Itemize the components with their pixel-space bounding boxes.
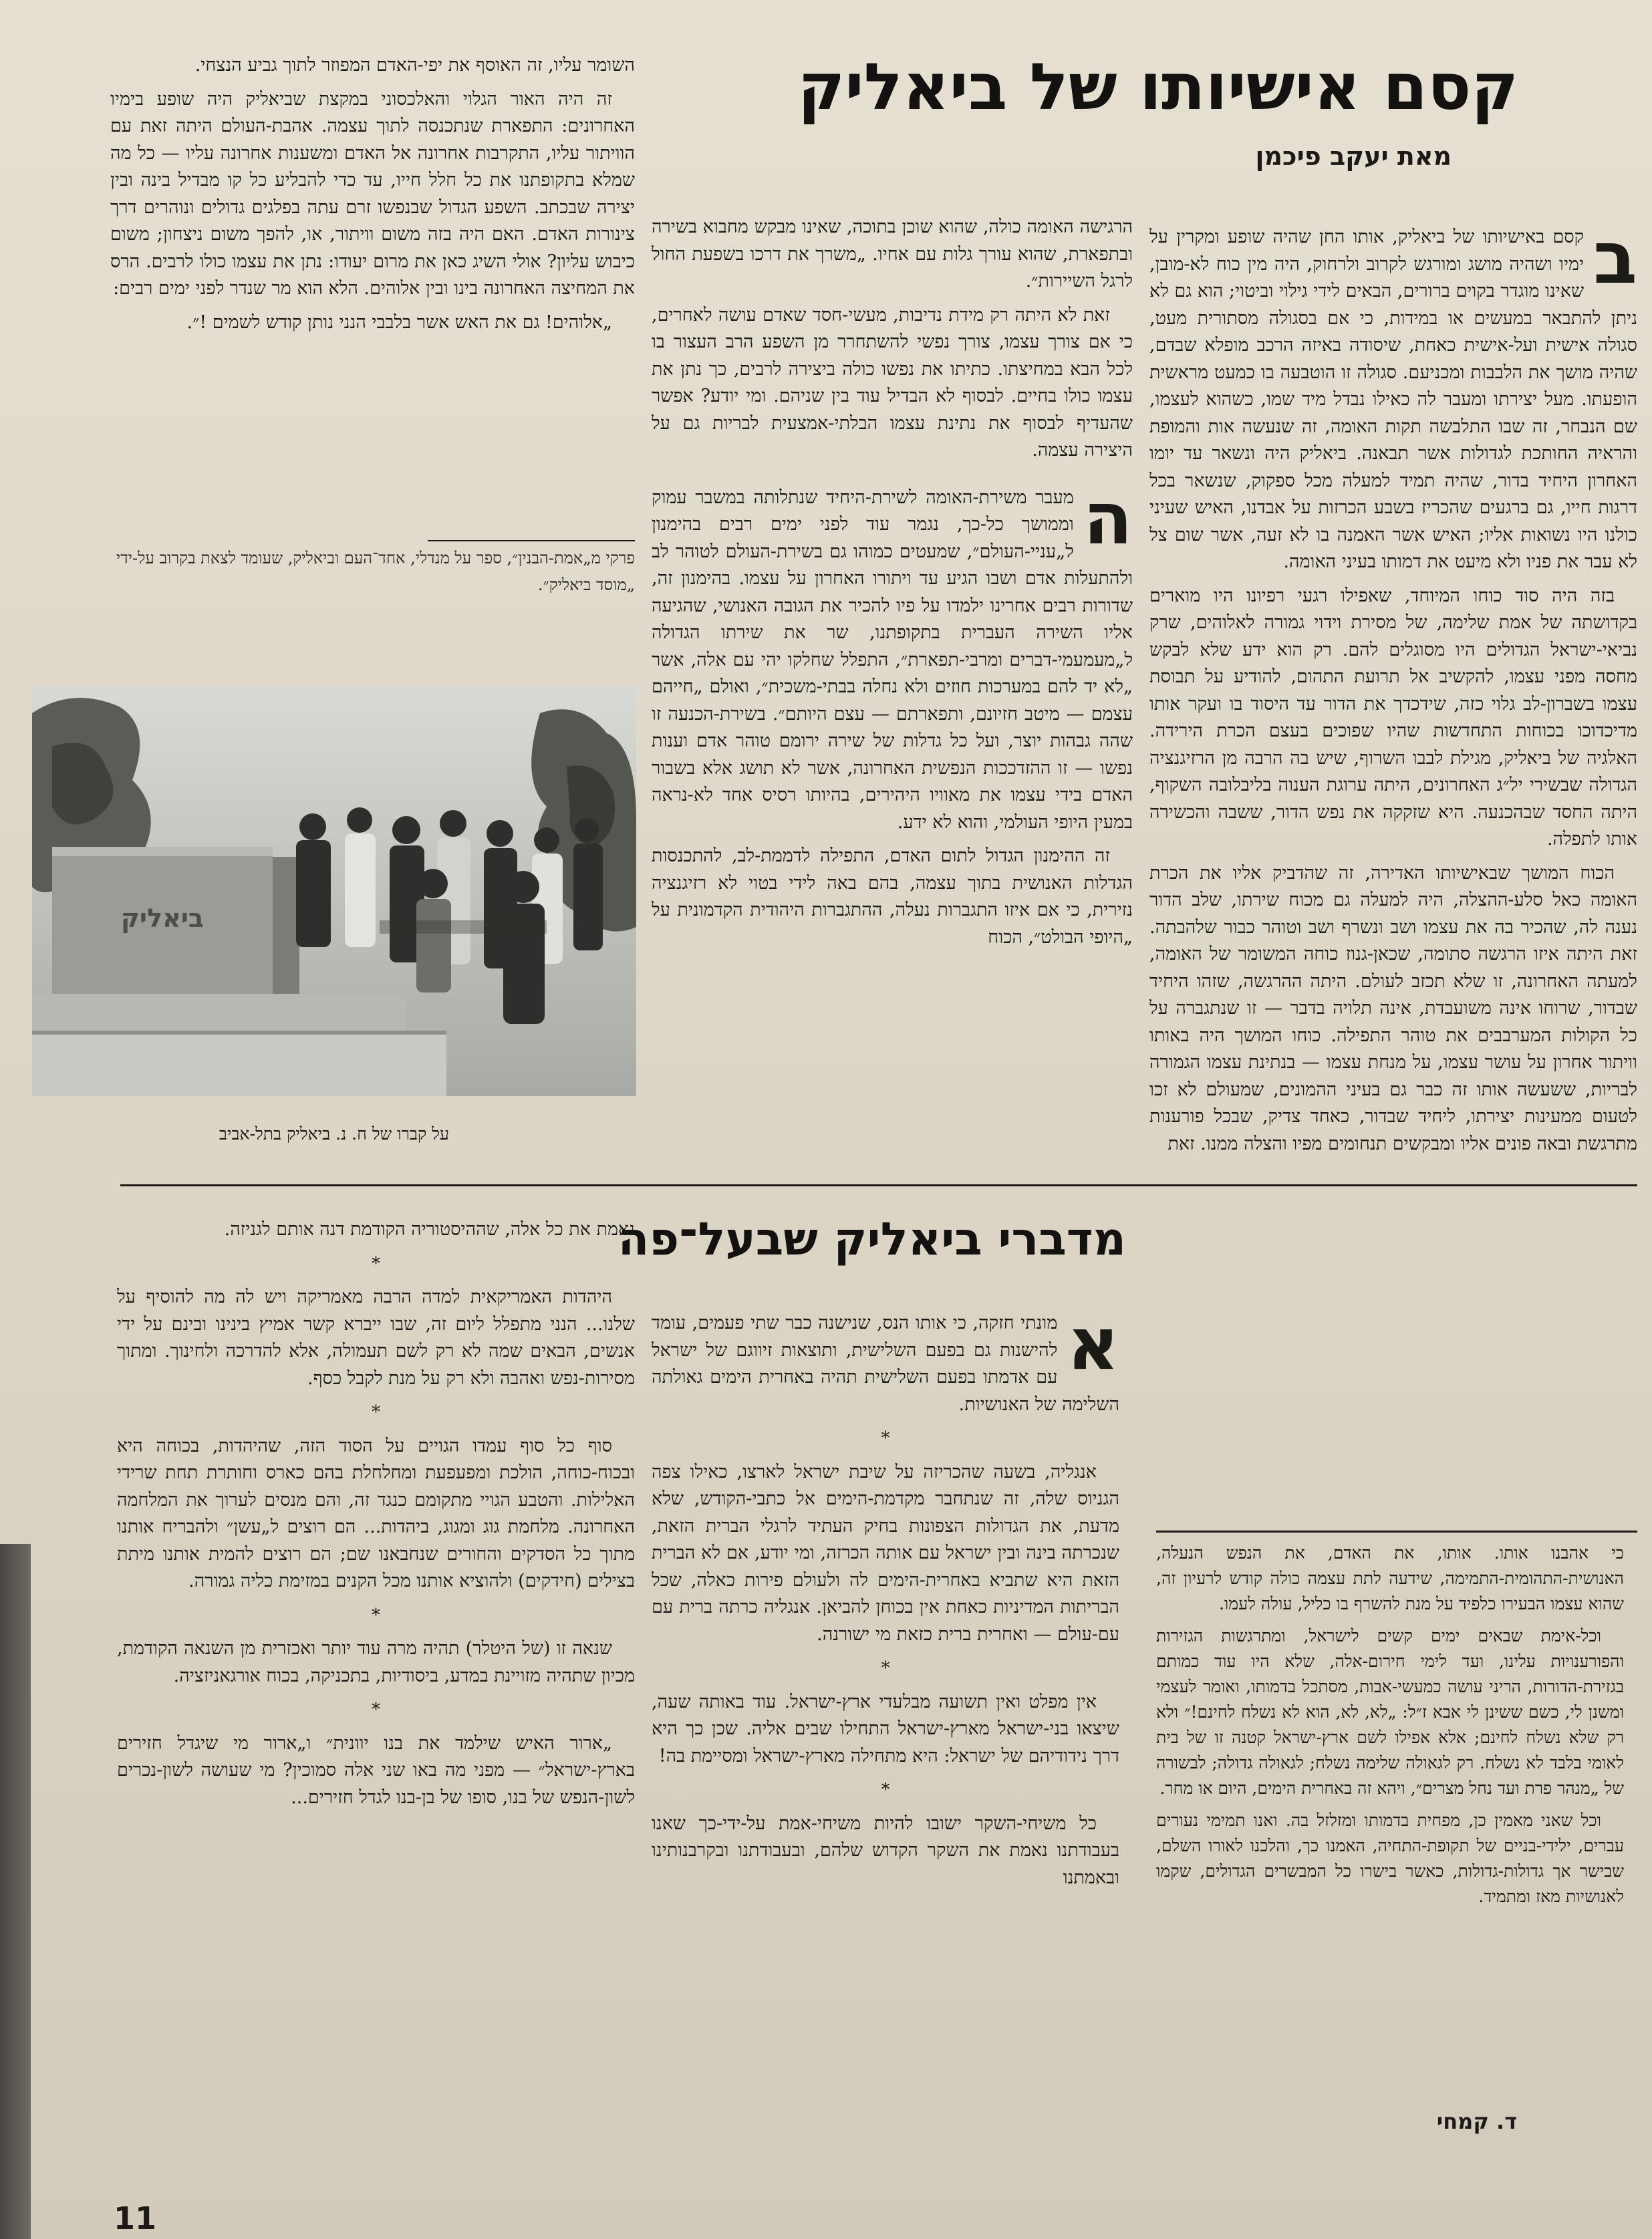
article3-paragraph: וכל שאני מאמין כן, מפחית בדמותו ומזלזל בה. ואנו תמימי נעורים עברים, ילידי-בניים של תקופת-התחיה, האמנו כך, והלכנו לאורו השלם, שבישר אך גדולות-גדולות, כאשר בישרו כל המבשרים הגדולים, שקמו לאנושיות מאז ומתמיד. — [1156, 1811, 1624, 1906]
article3-paragraph: כי אהבנו אותו. אותו, את האדם, את הנפש הנעלה, האנושית-התהומית-התמימה, שידעה לתת עצמה כולה קודש לרעיון זה, שהוא עצמו הבעירו כלפיד על מנת להשרף בו כליל, עולה לעמו. — [1156, 1543, 1624, 1613]
section-divider — [120, 1184, 1637, 1186]
article2-title: מדברי ביאליק שבעל־פה — [617, 1213, 1126, 1266]
article3-paragraph: וכל-אימת שבאים ימים קשים לישראל, ומתרגשות הגזירות והפורענויות עלינו, ועד לימי חירום-אלה, שלא היו עוד כמותם בגזירת-הדורות, הריני עושה כמעשי-אבות, מסתכל בדמותו, ואומר לעצמי ומשנן לי, כשם ששינן לי אבא ז״ל: „לא, לא, הוא לא נשלח לחינם!״ ולא רק שלא נשלח לחינם; אלא אפילו לשם ארץ-ישראל קטנה זו של בית לאומי בלבד לא נשלח. רק לגאולה שלימה נשלח; לגאולה גדולה; לבשורה של „מנהר פרת ועד נחל מצרים״, ויהא זה באחרית הימים, היום או מחר. — [1156, 1626, 1624, 1798]
article1-column-1 — [1149, 224, 1637, 1507]
section-separator: * — [881, 1428, 890, 1448]
page-edge-shadow — [0, 1544, 31, 2239]
article1-col3-quote: „אלוהים! גם את האש אשר בלבבי הנני נותן קודש לשמים !״. — [186, 311, 612, 333]
article1-dropcap-2: ה — [1083, 477, 1133, 561]
article1-col1-paragraph: בזה היה סוד כוחו המיוחד, שאפילו רגעי רפיונו היו מוארים בקדושתה של אמת שלימה, של מסירת וידוי גמורה לאלוהים, שרק נביאי-ישראל הגדולים היו מסוגלים להם. רק הוא ידע שלא לבקש מחסה מפני עצמו, להקשיב אל תרועת התהום, להודיע על תבוסת עצמו בשברון-לב גלוי כזה, שידכדך את הדור עד היסוד בו ועקר אותו מדיכדוכו בכוחות התחדשות שהיו שפוכים בעצם הכרת הירידה. האלגיה של ביאליק, מגילת לבבו השרוף, שיש בה הרבה מן הרזיגנציה הגדולה שבשירי יל״ג האחרונים, היתה ערוגת הענוה בליבלובה השקוף, היתה החסד שבהכנעה. היא שזקקה את נפש הדור, ששבה והכשירה אותו לתפלה. — [1149, 585, 1637, 849]
section-separator: * — [372, 1253, 380, 1274]
article1-col2-paragraph: הרגישה האומה כולה, שהוא שוכן בתוכה, שאינו מבקש מחבוא בשירה ובתפארת, שהוא עורך גלות עם אחיו. „משרך את דרכו בשפעת החול לרגל השיירות״. — [652, 217, 1133, 291]
article1-source-note: פרקי מ„אמת-הבנין״, ספר על מנדלי, אחד־העם וביאליק, שעומד לצאת בקרוב על-ידי „מוסד ביאליק״. — [116, 549, 635, 594]
article2-column-a — [652, 1310, 1119, 2199]
article1-col2-paragraph: זאת לא היתה רק מידת נדיבות, מעשי-חסד שאדם עושה לאחרים, כי אם צורך עצמו, צורך נפשי להשתחרר מן השפע הרב העצור בו לכל הבא במחיצתו. כתיתו את נפשו כולה ביצירה לרבים, כך נתן את עצמו כולו בחיים. לבסוף לא הבדיל עוד בין שניהם. ומי יודע? אפשר שהעדיף לבסוף את נתינת עצמו הבלתי-אמצעית לבריות גם על היצירה עצמה. — [652, 304, 1133, 460]
article2-paragraph: אנגליה, בשעה שהכריזה על שיבת ישראל לארצו, כאילו צפה הגניוס שלה, זה שנתחבר מקדמת-הימים אל כתבי-הקודש, שלא מדעת, את הגדולות הצפונות בחיק העתיד לרגלי הברית הזאת, שנכרתה בינה ובין ישראל עם אותה הכרזה, ומי יודע, אם לא הברית הזאת היא שתביא באחרית-הימים לה ולעולם פירות כאלה, שכל הבריתות המדיניות כאחת אין בכוחן להביאן. אנגליה כרתה ברית עם עם-עולם — ואחרית ברית כזאת מי ישורנה. — [652, 1461, 1119, 1645]
article2-column-b — [117, 1216, 635, 2199]
article1-col2-paragraph: מעבר משירת-האומה לשירת-היחיד שנתלותה במשבר עמוק וממושך כל-כך, נגמר עוד לפני ימים רבים בהימנון ל„עניי-העולם״, שמעטים כמוהו גם בשירת-העולם לטוהר לב ולהתעלות אדם ושבו הגיע עד ויתורו האחרון על עצמו. בהימנון זה, שדורות רבים אחרינו ילמדו על פיו להכיר את הגובה האנושי, שהגיעה אליו השירה העברית בתקופתנו, שר את שירתו הגדולה ל„מעמעמי-דברים ומרבי-תפארת״, התפלל שחלקו יהי עם אלה, אשר „לא יד להם במערכות חוזים ולא נחלה בבתי-משכית״, ואולם „חייהם עצמם — מיטב חזיונם, ותפארתם — עצם היותם״. בשירת-הכנעה זו שהה גבהות יוצר, ועל כל גדלות של שירה ירומם טוהר אדם וענות נפשו — זו ההזדככות הנפשית האחרונה, אשר לא תושג אלא בשבור האדם בידי עצמו את מאוויו היהירים, בהיותו רסיס אחד לא-נראה במעין היופי העולמי, והוא לא ידע. — [652, 487, 1133, 833]
section-separator: * — [372, 1700, 380, 1720]
article3-divider — [1156, 1531, 1637, 1533]
bialik-grave-photo — [32, 686, 636, 1096]
section-separator: * — [372, 1605, 380, 1625]
article2-paragraph: סוף כל סוף עמדו הגויים על הסוד הזה, שהיהדות, בכוחה היא ובכוח-כוחה, הולכת ומפעפעת ומחלחלת בהם כארס וחותרת תחת שרידי האלילות. והטבע הגויי מתקומם כנגד זה, והם מנסים לערוך את המלחמה האחרונה. מלחמת גוג ומגוג, ביהדות... הם רוצים ל„עשן״ ולהבריח אותנו מתוך כל הסדקים והחורים שנחבאנו שם; הם רוצים להמית אותנו מיתת בצילים (חידקים) ולהוציא אותנו מכל הקנים במזימת כליה גמורה. — [117, 1435, 635, 1591]
article2-paragraph: מונתי חזקה, כי אותו הנס, שנישנה כבר שתי פעמים, עומד להישנות גם בפעם השלישית, ותוצאות זיווגם של ישראל עם אדמתו בפעם השלישית תהיה באחרית הימים גאולתה השלימה של האנושיות. — [652, 1313, 1119, 1415]
section-separator: * — [372, 1402, 380, 1422]
article2-dropcap: א — [1067, 1310, 1119, 1386]
article1-col1-paragraph: הכוח המושך שבאישיותו האדירה, זה שהדביק אליו את הכרת האומה כאל סלע-ההצלה, היה למעלה גם מכוח שירתו, שלב הדור נענה לה, שהכיר בה את עצמו ושב ונשרף ושב וטוהר כבור שלהבתה. זאת היתה איזו הרגשה סתומה, שכאן-גנוז כוחה המשומר של האומה, למעתה האחרונה, זו שלא תכזב לעולם. היתה ההרגשה, שזהו היחיד שבדור, שרוחו אינה משועבדת, אינה תלויה בדבר — זו שנתגברה על כל הקולות המערבבים את טוהר התפילה. כוחו המושך היה באותו וויתור אחרון על עושר עצמו, על מנחת עצמו — בנתינת עצמו הגמורה לבריות, ששעשה אותו זה כבר גם בעיני ההמונים, שמעולם לא זכו לטעום ממעינות יצירתו, ליחיד שבדור, כאחד צדיק, שבכל פורענות מתרגשת ובאה פונים אליו ומבקשים תנחומים מפיו והצלה ממנו. זאת — [1149, 862, 1637, 1154]
section-separator: * — [881, 1658, 890, 1678]
article1-col3-paragraph: זה היה האור הגלוי והאלכסוני במקצת שביאליק היה שופע בימיו האחרונים: התפארת שנתכנסה לתוך עצמה. אהבת-העולם היתה זאת עם הוויתור עליו, התקרבות אחרונה אל האדם ומשענות אחרונה עליו — כל מה שמלא בתקופתנו את כל חלל חייו, עד כדי להבליע כל קו מבדיל בינה ובין יצירה שבכתב. השפע הגדול שבנפשו זרם עתה בפלגים גדולים ונוהרים דרך צינורות האדם. האם היה בזה משום וויתור, או, להפך משום ניצחון; משום כיבוש עליון? אולי השיג כאן את מרום יעודו: נתן את עצמו כולו לרבים. הרס את המחיצה האחרונה בינו ובין אלוהים. הלא הוא מר שנדר לפני ימים רבים: — [110, 88, 635, 299]
article2-paragraph: נאמת את כל אלה, שההיסטוריה הקודמת דנה אותם לגניזה. — [224, 1219, 635, 1240]
photo-caption: על קברו של ח. נ. ביאליק בתל-אביב — [219, 1124, 450, 1144]
article2-paragraph: היהדות האמריקאית למדה הרבה מאמריקה ויש לה מה להוסיף על שלנו... הנני מתפלל ליום זה, שבו ייברא קשר אמיץ בינינו ובינם על ידי אנשים, הבאים שמה לא רק לשם תעמולה, אלא להדרכה ולחינוך. ומתוך מסירות-נפש ואהבה ולא רק על מנת לקבל כסף. — [117, 1287, 635, 1389]
article1-title: קסם אישיותו של ביאליק — [797, 49, 1518, 124]
article1-column-2 — [652, 214, 1133, 1133]
article1-col1-paragraph: קסם באישיותו של ביאליק, אותו החן שהיה שופע ומקרין על ימיו ושהיה מושג ומורגש לקרוב ולרחוק, היה מין כוח לא-מובן, שאינו מוגדר בקוים ברורים, הבאים לידי גילוי וביטוי; הוא גם לא ניתן להתבאר במעשים או במידות, כי אם בסגולה מסתורית מעט, סגולה אישית ועל-אישית כאחת, שיסודה באיזה הרכב מופלא שבדם, שהיה מושך את הלבבות ומכניעם. סגולה זו הוטבעה בו כמעט מראשית הופעתו. מעל יצירתו ומעבר לה כאילו נבדל מיד שמו, כשהוא לעצמו, שם הנבחר, זה שבו התלבשה תקות האומה, זה שנעשה אות והמופת והראיה החותכת לגדולות אשר תבאנה. ביאליק היה ונשאר עד יומו האחרון היחיד בדור, שהיה תמיד למעלה מכל ספקוק, שנשאר בכל דרגות חייו, גם ברגעים שהכריז בשבע הכרזות על אבדנו, האיש שעיני כולנו היו נשואות אליו; האיש אשר האמנה בו לא זעה, אשר שום צל לא עבר את פניו ולא מיעט את דמותו בעיני האומה. — [1149, 227, 1637, 572]
page-number: 11 — [114, 2200, 157, 2236]
article2-paragraph: „ארור האיש שילמד את בנו יוונית״ ו„ארור מי שיגדל חזירים בארץ-ישראל״ — מפני מה באו שני אלה סמוכין? מי שעושה לשון-נכרים לשון-הנפש של בנו, סופו של בן-בנו לגדל חזירים... — [117, 1732, 635, 1808]
article1-byline: מאת יעקב פיכמן — [1255, 142, 1452, 171]
article1-col3-paragraph: השומר עליו, זה האוסף את יפי-האדם המפוזר לתוך גביע הנצחי. — [194, 55, 635, 76]
article3-column — [1156, 1541, 1624, 2102]
article2-paragraph: אין מפלט ואין תשועה מבלעדי ארץ-ישראל. עוד באותה שעה, שיצאו בני-ישראל מארץ-ישראל התחילו שבים אליה. שכן כך היא דרך נידודיהם של ישראל: היא מתחילה מארץ-ישראל ומסיימת בה! — [652, 1691, 1119, 1766]
article1-column-3 — [110, 52, 635, 533]
article1-col2-paragraph: זה ההימנון הגדול לתום האדם, התפילה לדממת-לב, להתכנסות הגדלות האנושית בתוך עצמה, בהם באה לידי בטוי לא רזיגנציה נזירית, כי אם איזו התגברות נעלה, ההתגברות היהודית הקדמונית על „היופי הבולט״, הכוח — [652, 845, 1133, 948]
grave-photo-illustration — [32, 686, 636, 1096]
source-divider — [428, 540, 635, 541]
article2-paragraph: כל משיחי-השקר ישובו להיות משיחי-אמת על-ידי-כך שאנו בעבודתנו נאמת את השקר הקדוש שלהם, ובעבודתנו ובקרבנותינו ובאמתנו — [652, 1813, 1119, 1888]
article2-paragraph: שנאה זו (של היטלר) תהיה מרה עוד יותר ואכזרית מן השנאה הקודמת, מכיון שתהיה מזויינת במדע, ביסודיות, בתכניקה, בכוח אורגאניזציה. — [117, 1638, 635, 1686]
tombstone-lettering: ביאליק — [120, 904, 204, 933]
section-separator: * — [881, 1780, 890, 1800]
article3-signature: ד. קמחי — [1436, 2109, 1517, 2134]
article1-dropcap: ב — [1593, 224, 1637, 300]
